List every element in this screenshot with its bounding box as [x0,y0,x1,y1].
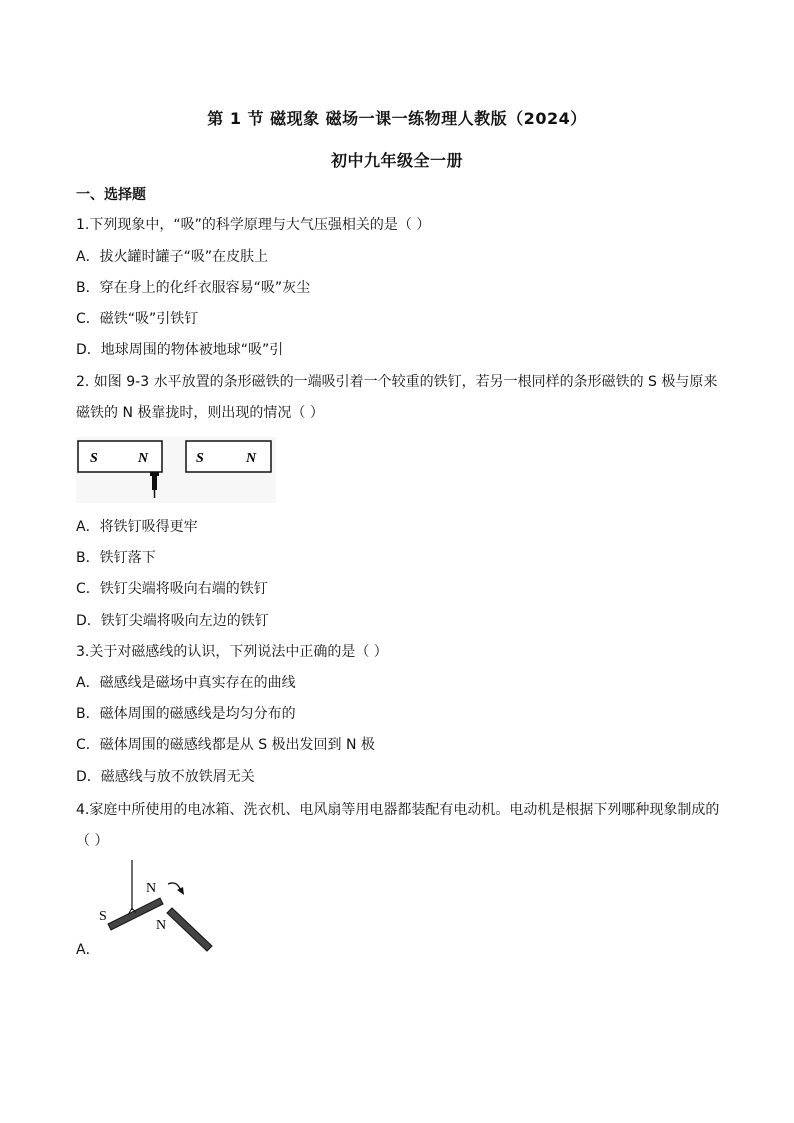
q4-option-a: A． [76,942,100,958]
right-magnet-n-label: N [246,451,257,466]
q2-option-d: D．铁钉尖端将吸向左边的铁钉 [76,613,269,629]
left-magnet-s-label: S [90,451,98,466]
magnet-figure [76,437,276,503]
q1-option-b: B．穿在身上的化纤衣服容易“吸”灰尘 [76,280,311,296]
compass-needle-figure [95,858,225,958]
q3-option-a: A．磁感线是磁场中真实存在的曲线 [76,675,296,691]
q3-option-d: D．磁感线与放不放铁屑无关 [76,769,255,785]
fixed-magnet [167,908,212,951]
hanging-magnet-s-label: S [99,909,107,924]
q3-option-b: B．磁体周围的磁感线是均匀分布的 [76,706,296,722]
q2-option-a: A．将铁钉吸得更牢 [76,519,198,535]
q1-option-a: A．拔火罐时罐子“吸”在皮肤上 [76,249,269,265]
q1-option-c: C．磁铁“吸”引铁钉 [76,311,199,327]
question-4-stem: 4.家庭中所使用的电冰箱、洗衣机、电风扇等用电器都装配有电动机。电动机是根据下列哪种现象制成的（ ） [76,802,720,849]
q2-option-c: C．铁钉尖端将吸向右端的铁钉 [76,581,268,597]
q3-option-c: C．磁体周围的磁感线都是从 S 极出发回到 N 极 [76,737,375,753]
q1-option-d: D．地球周围的物体被地球“吸”引 [76,342,284,358]
left-magnet-n-label: N [138,451,149,466]
question-1-stem: 1.下列现象中，“吸”的科学原理与大气压强相关的是（ ） [76,217,431,233]
hanging-magnet-n-label: N [146,881,157,896]
suspended-magnet [108,898,163,930]
page-title: 第 1 节 磁现象 磁场一课一练物理人教版（2024） [207,109,587,128]
question-2-stem: 2. 如图 9-3 水平放置的条形磁铁的一端吸引着一个较重的铁钉，若另一根同样的条形磁铁的 S 极与原来磁铁的 N 极靠拢时，则出现的情况（ ） [76,374,718,421]
fixed-magnet-n-label: N [156,918,167,933]
question-3-stem: 3.关于对磁感线的认识，下列说法中正确的是（ ） [76,644,388,660]
section-heading: 一、选择题 [76,187,146,203]
page-subtitle: 初中九年级全一册 [330,151,463,170]
q2-option-b: B．铁钉落下 [76,550,156,566]
right-magnet-s-label: S [196,451,204,466]
rotation-arrow-icon [168,883,184,895]
